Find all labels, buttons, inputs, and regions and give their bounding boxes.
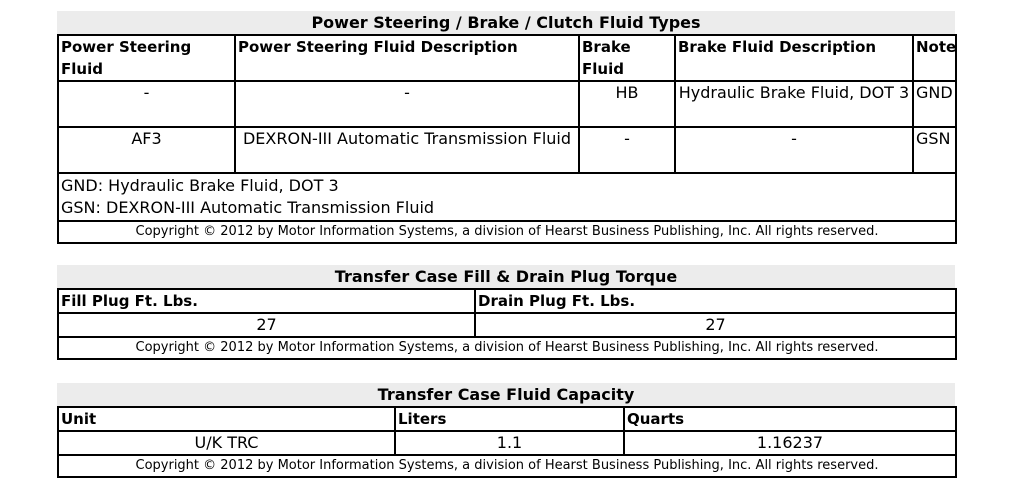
column-header: Note <box>913 35 956 81</box>
table-cell: 27 <box>58 313 475 337</box>
notes-row <box>58 173 956 221</box>
table-cell: 1.16237 <box>624 431 956 455</box>
table-cell: 1.1 <box>395 431 624 455</box>
table-header-row <box>58 35 956 81</box>
fluid-capacity-section <box>57 383 955 478</box>
table-cell: 27 <box>475 313 956 337</box>
copyright-row <box>58 337 956 359</box>
note-line: GND: Hydraulic Brake Fluid, DOT 3 <box>61 176 339 195</box>
copyright-row <box>58 455 956 477</box>
table-row <box>58 313 956 337</box>
table-row <box>58 81 956 127</box>
table-cell: - <box>58 81 235 127</box>
column-header: Power Steering Fluid <box>58 35 235 81</box>
column-header: Unit <box>58 407 395 431</box>
copyright-text: Copyright © 2012 by Motor Information Systems, a division of Hearst Business Publishing, Inc. All rights reserved. <box>58 455 956 477</box>
plug-torque-section <box>57 265 955 360</box>
plug-torque-title: Transfer Case Fill & Drain Plug Torque <box>57 265 955 288</box>
column-header: Quarts <box>624 407 956 431</box>
notes-cell <box>58 173 956 221</box>
copyright-text: Copyright © 2012 by Motor Information Systems, a division of Hearst Business Publishing, Inc. All rights reserved. <box>58 337 956 359</box>
fluid-types-table <box>57 34 957 244</box>
table-row <box>58 431 956 455</box>
column-header: Brake Fluid <box>579 35 675 81</box>
column-header: Brake Fluid Description <box>675 35 913 81</box>
table-cell: DEXRON-III Automatic Transmission Fluid <box>235 127 579 173</box>
table-header-row <box>58 289 956 313</box>
note-line: GSN: DEXRON-III Automatic Transmission Fluid <box>61 198 435 217</box>
column-header: Liters <box>395 407 624 431</box>
fluid-types-section <box>57 11 955 244</box>
table-cell: - <box>579 127 675 173</box>
table-cell: GND <box>913 81 956 127</box>
plug-torque-table <box>57 288 957 360</box>
table-cell: U/K TRC <box>58 431 395 455</box>
column-header: Drain Plug Ft. Lbs. <box>475 289 956 313</box>
table-cell: GSN <box>913 127 956 173</box>
table-cell: - <box>675 127 913 173</box>
copyright-text: Copyright © 2012 by Motor Information Systems, a division of Hearst Business Publishing, Inc. All rights reserved. <box>58 221 956 243</box>
column-header: Fill Plug Ft. Lbs. <box>58 289 475 313</box>
table-cell: HB <box>579 81 675 127</box>
fluid-capacity-title: Transfer Case Fluid Capacity <box>57 383 955 406</box>
fluid-capacity-table <box>57 406 957 478</box>
table-cell: Hydraulic Brake Fluid, DOT 3 <box>675 81 913 127</box>
table-row <box>58 127 956 173</box>
table-cell: - <box>235 81 579 127</box>
table-cell: AF3 <box>58 127 235 173</box>
fluid-types-title: Power Steering / Brake / Clutch Fluid Types <box>57 11 955 34</box>
column-header: Power Steering Fluid Description <box>235 35 579 81</box>
copyright-row <box>58 221 956 243</box>
table-header-row <box>58 407 956 431</box>
